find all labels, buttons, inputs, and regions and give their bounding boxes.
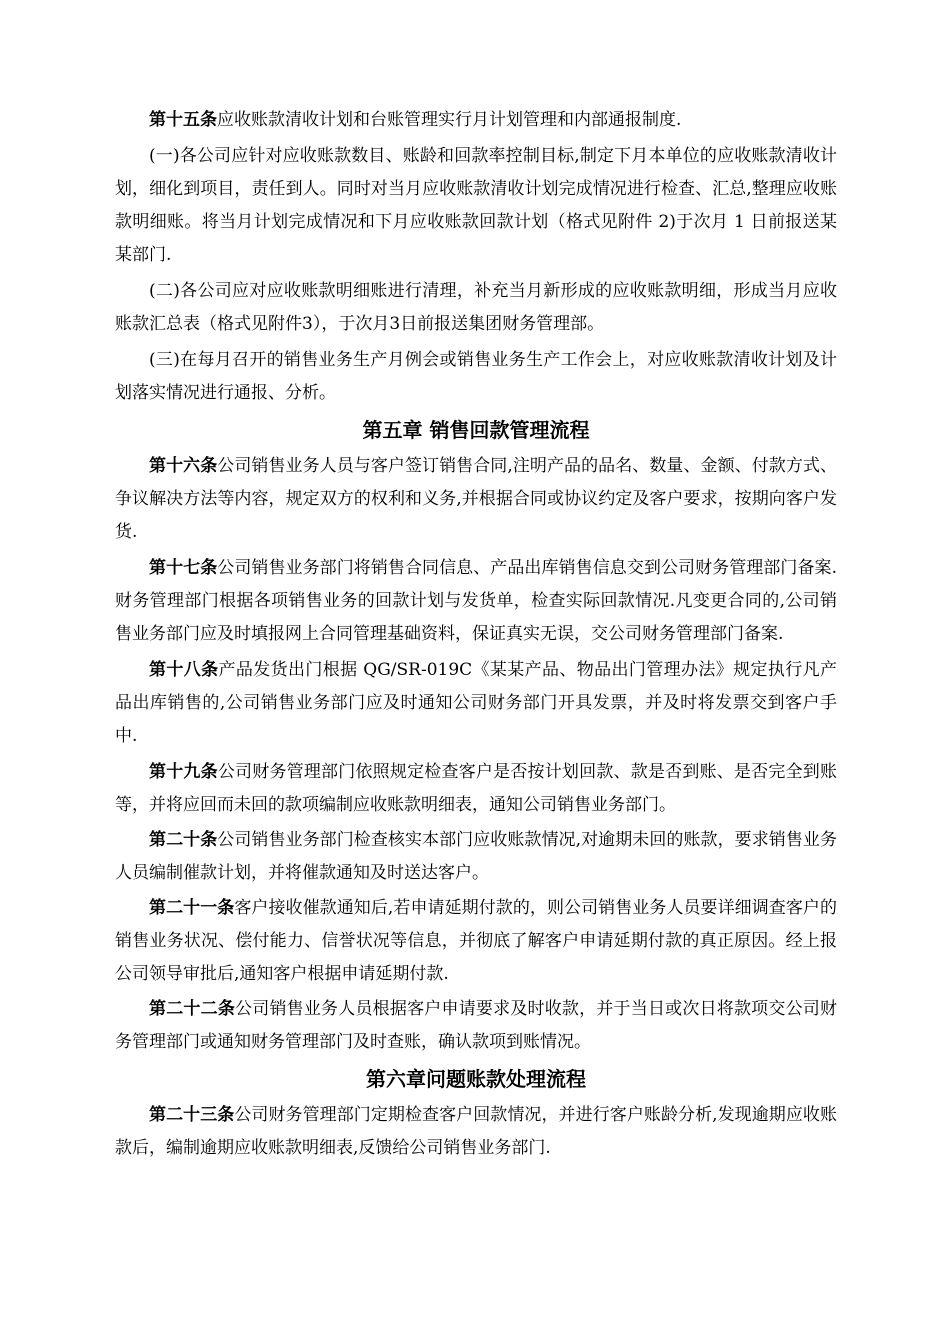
article-17 bbox=[115, 552, 837, 651]
article-22-text: 公司销售业务人员根据客户申请要求及时收款，并于当日或次日将款项交公司财务管理部门或通知财务管理部门及时查账，确认款项到账情况。 bbox=[115, 999, 838, 1052]
article-22-label: 第二十二条 bbox=[149, 999, 236, 1019]
document-page bbox=[115, 104, 837, 1165]
article-16-label: 第十六条 bbox=[149, 456, 218, 476]
article-20 bbox=[115, 824, 837, 890]
article-21-text: 客户接收催款通知后,若申请延期付款的，则公司销售业务人员要详细调查客户的销售业务状况、偿付能力、信誉状况等信息，并彻底了解客户申请延期付款的真正原因。经上报公司领导审批后,通知客户根据申请延期付款. bbox=[115, 898, 837, 984]
article-17-label: 第十七条 bbox=[149, 558, 218, 578]
article-20-label: 第二十条 bbox=[149, 830, 218, 850]
article-18 bbox=[115, 654, 837, 753]
article-16 bbox=[115, 450, 837, 549]
article-23-label: 第二十三条 bbox=[149, 1105, 235, 1125]
article-23 bbox=[115, 1099, 837, 1165]
article-19-text: 公司财务管理部门依照规定检查客户是否按计划回款、款是否到账、是否完全到账等，并将应回而未回的款项编制应收账款明细表，通知公司销售业务部门。 bbox=[115, 762, 838, 815]
article-17-text: 公司销售业务部门将销售合同信息、产品出库销售信息交到公司财务管理部门备案.财务管理部门根据各项销售业务的回款计划与发货单，检查实际回款情况.凡变更合同的,公司销售业务部门应及时填报网上合同管理基础资料，保证真实无误，交公司财务管理部门备案. bbox=[115, 558, 838, 644]
article-16-text: 公司销售业务人员与客户签订销售合同,注明产品的品名、数量、金额、付款方式、争议解决方法等内容，规定双方的权利和义务,并根据合同或协议约定及客户要求，按期向客户发货. bbox=[115, 456, 838, 542]
article-15 bbox=[115, 104, 837, 137]
article-15-label: 第十五条 bbox=[149, 110, 217, 130]
article-19 bbox=[115, 756, 837, 822]
article-15-text: 应收账款清收计划和台账管理实行月计划管理和内部通报制度. bbox=[217, 110, 682, 130]
article-23-text: 公司财务管理部门定期检查客户回款情况，并进行客户账龄分析,发现逾期应收账款后，编制逾期应收账款明细表,反馈给公司销售业务部门. bbox=[115, 1105, 837, 1158]
article-20-text: 公司销售业务部门检查核实本部门应收账款情况,对逾期未回的账款，要求销售业务人员编制催款计划，并将催款通知及时送达客户。 bbox=[115, 830, 838, 883]
article-22 bbox=[115, 993, 837, 1059]
article-15-item-2: (二)各公司应对应收账款明细账进行清理，补充当月新形成的应收账款明细，形成当月应收账款汇总表（格式见附件3），于次月3日前报送集团财务管理部。 bbox=[115, 281, 837, 334]
article-18-text: 产品发货出门根据 QG/SR-019C《某某产品、物品出门管理办法》规定执行凡产品出库销售的,公司销售业务部门应及时通知公司财务部门开具发票，并及时将发票交到客户手中. bbox=[115, 660, 838, 746]
article-19-label: 第十九条 bbox=[149, 762, 218, 782]
chapter-6-title: 第六章问题账款处理流程 bbox=[366, 1067, 586, 1091]
article-21 bbox=[115, 892, 837, 991]
article-18-label: 第十八条 bbox=[149, 660, 219, 680]
article-15-item-3: (三)在每月召开的销售业务生产月例会或销售业务生产工作会上，对应收账款清收计划及计划落实情况进行通报、分析。 bbox=[115, 350, 837, 403]
article-21-label: 第二十一条 bbox=[149, 898, 235, 918]
article-15-item-1: (一)各公司应针对应收账款数目、账龄和回款率控制目标,制定下月本单位的应收账款清收计划，细化到项目，责任到人。同时对当月应收账款清收计划完成情况进行检查、汇总,整理应收账款明细账。将当月计划完成情况和下月应收账款回款计划（格式见附件 2)于次月 1 日前报送某某部门. bbox=[115, 146, 837, 265]
chapter-5-title: 第五章 销售回款管理流程 bbox=[362, 418, 590, 442]
